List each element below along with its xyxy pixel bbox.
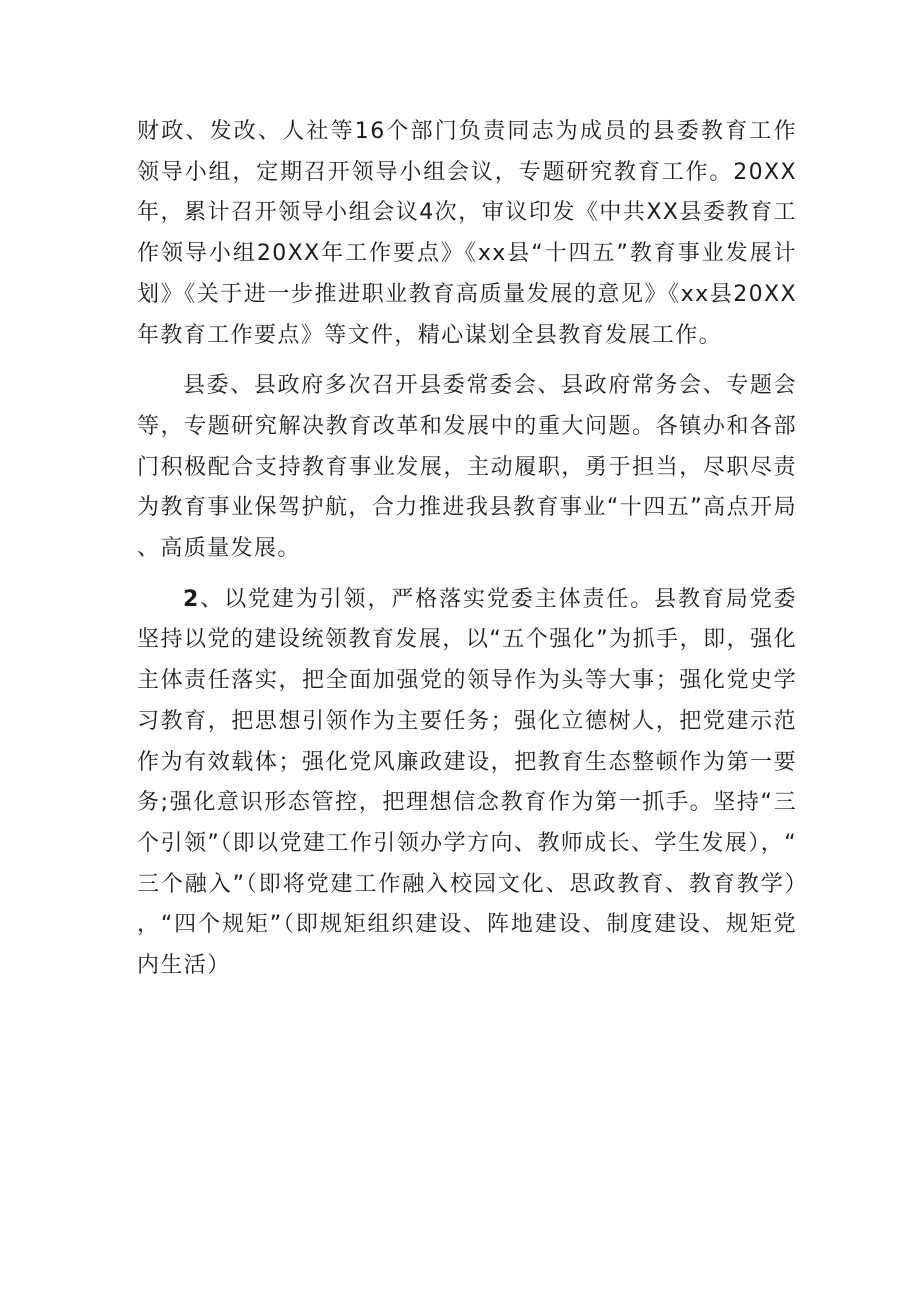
paragraph-leadership-group: 财政、发改、人社等16个部门负责同志为成员的县委教育工作领导小组，定期召开领导小组会议，专题研究教育工作。20XX年，累计召开领导小组会议4次，审议印发《中共XX县委教育工作领导小组20XX年工作要点》《xx县“十四五”教育事业发展计划》《关于进一步推进职业教育高质量发展的意见》《xx县20XX年教育工作要点》等文件，精心谋划全县教育发展工作。 xyxy=(137,119,797,348)
document-body xyxy=(137,112,797,987)
section-number: 2 xyxy=(183,586,200,612)
paragraph-party-building-text: 、以党建为引领，严格落实党委主体责任。县教育局党委坚持以党的建设统领教育发展，以“五个强化”为抓手，即，强化主体责任落实，把全面加强党的领导作为头等大事；强化党史学习教育，把思想引领作为主要任务；强化立德树人，把党建示范作为有效载体；强化党风廉政建设，把教育生态整顿作为第一要务;强化意识形态管控，把理想信念教育作为第一抓手。坚持“三个引领”（即以党建工作引领办学方向、教师成长、学生发展），“三个融入”（即将党建工作融入校园文化、思政教育、教育教学），“四个规矩”（即规矩组织建设、阵地建设、制度建设、规矩党内生活） xyxy=(137,586,797,979)
paragraph-county-committee: 县委、县政府多次召开县委常委会、县政府常务会、专题会等，专题研究解决教育改革和发展中的重大问题。各镇办和各部门积极配合支持教育事业发展，主动履职，勇于担当，尽职尽责为教育事业保驾护航，合力推进我县教育事业“十四五”高点开局、高质量发展。 xyxy=(137,373,797,562)
paragraph-party-building xyxy=(137,580,797,987)
